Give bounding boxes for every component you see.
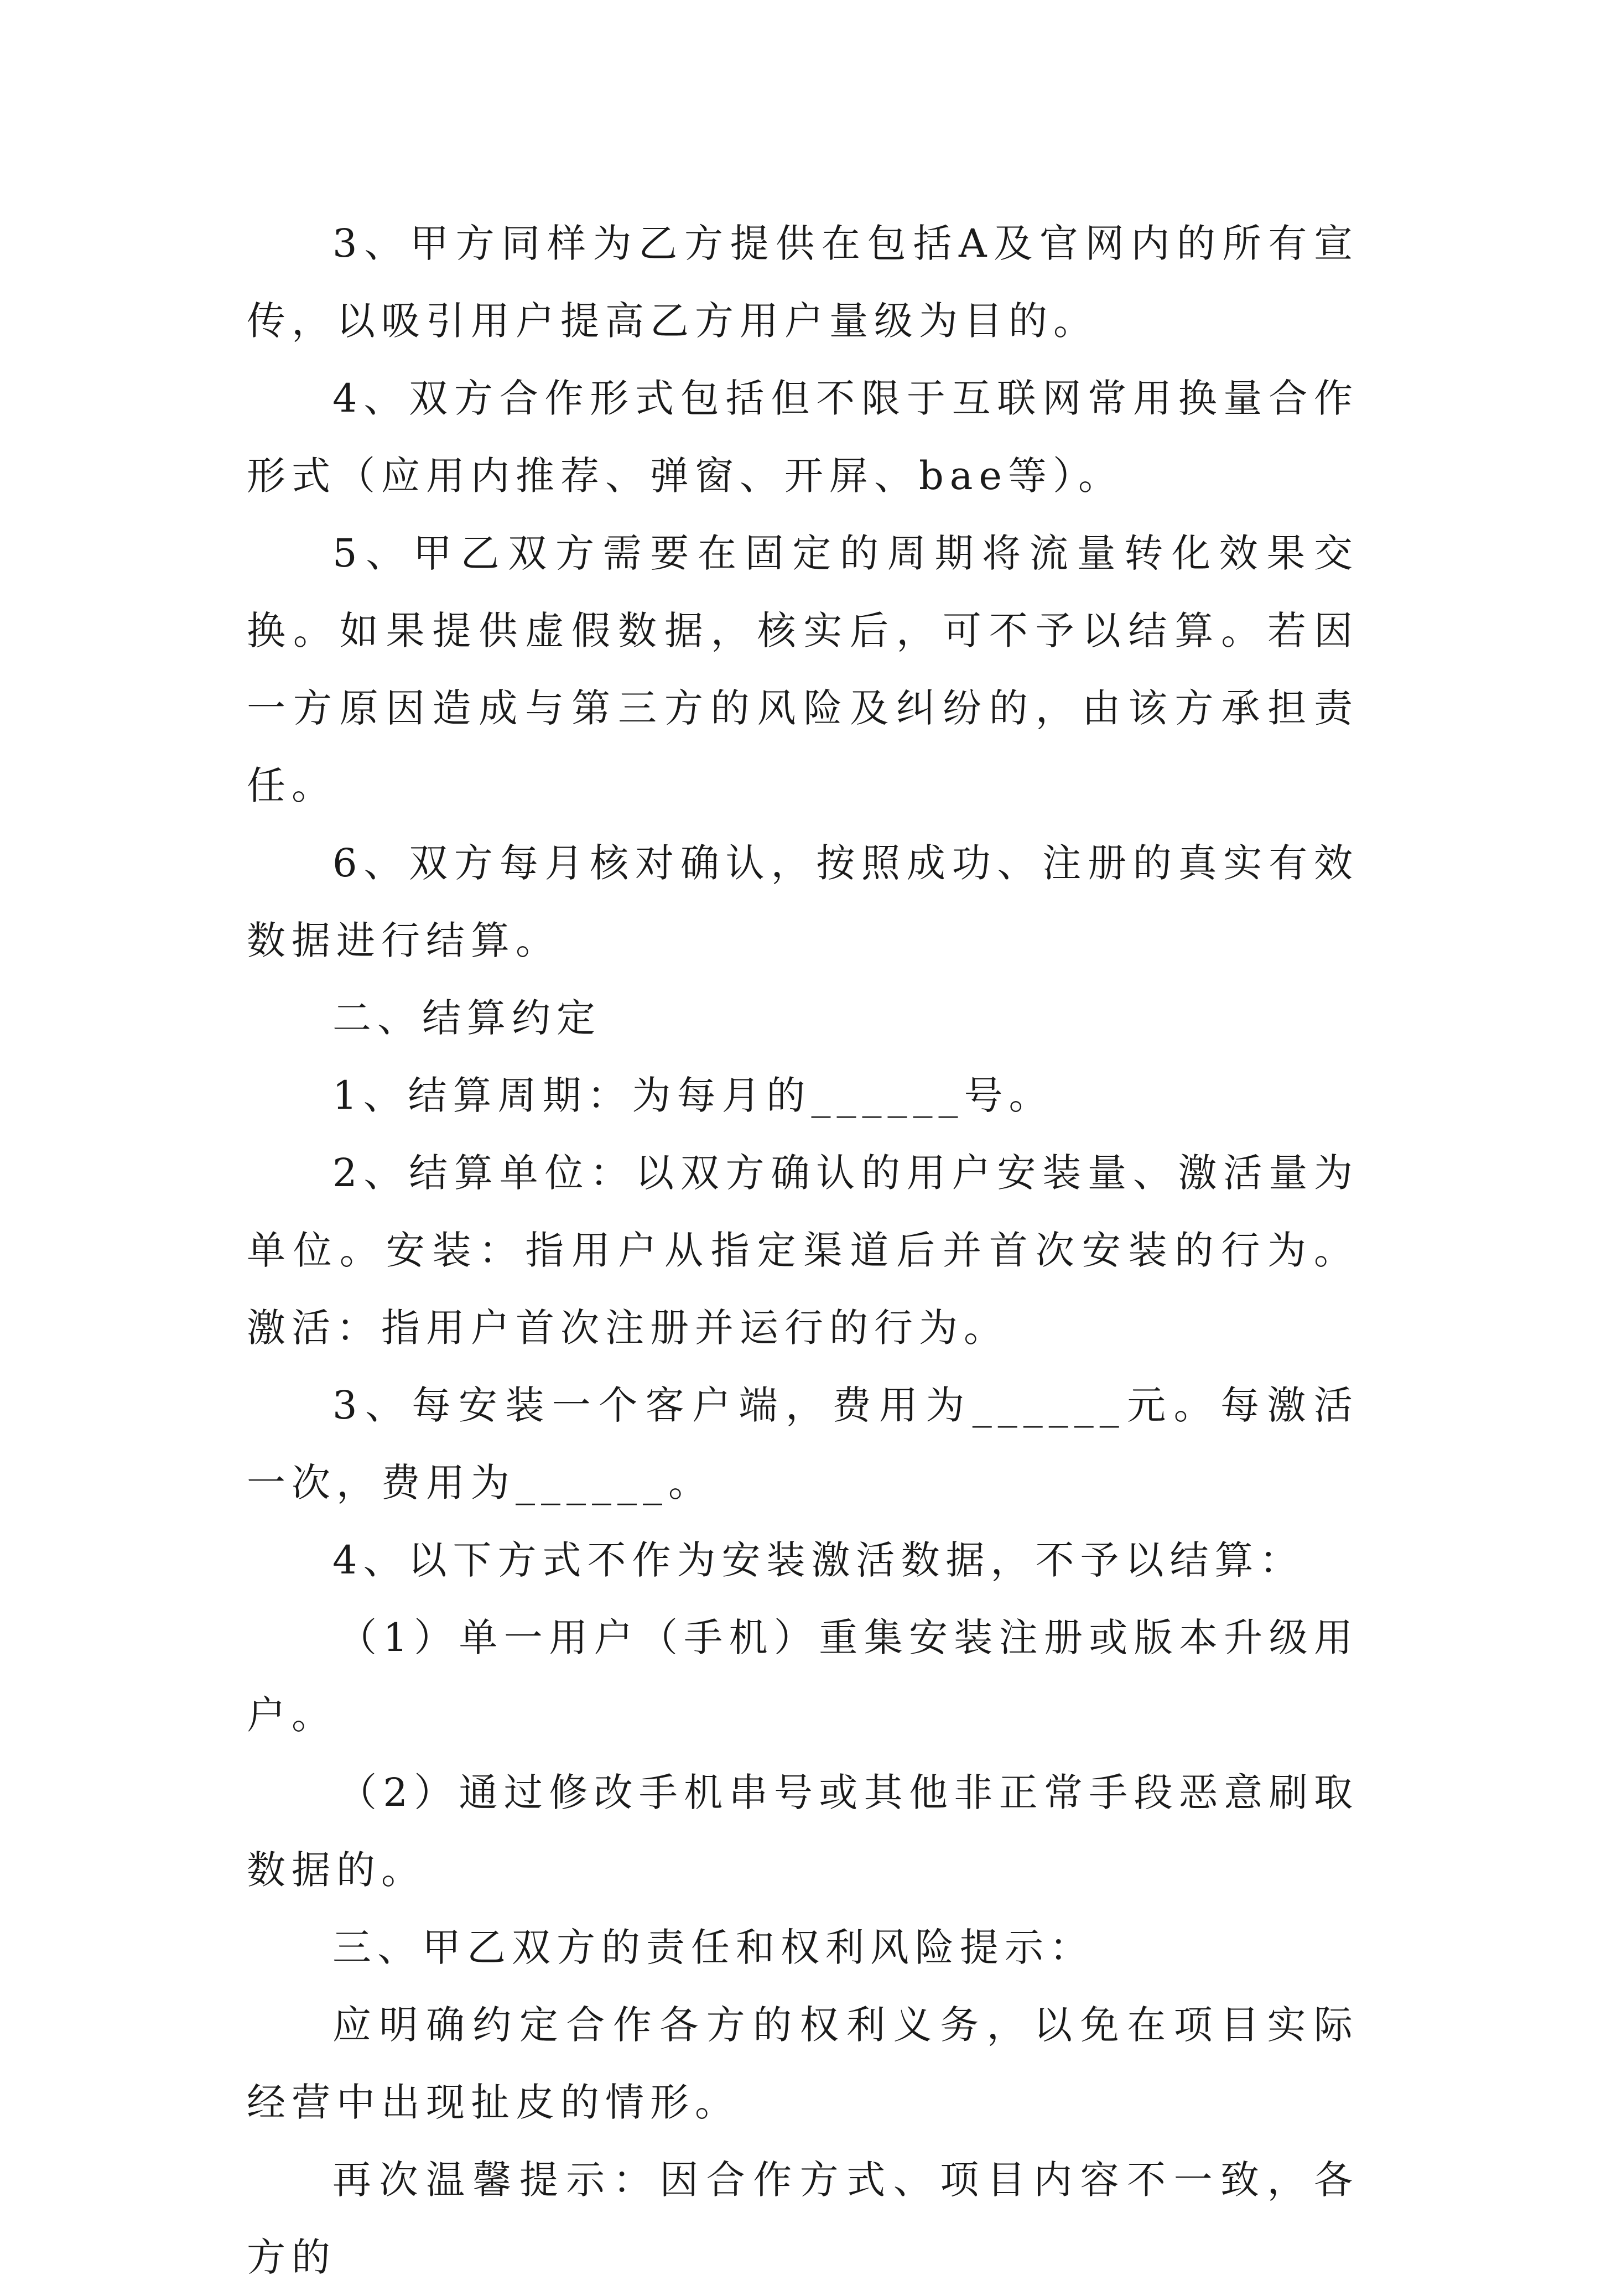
settlement-item-2: （2）通过修改手机串号或其他非正常手段恶意刷取数据的。 xyxy=(247,1770,1359,1893)
section-2-heading: 二、结算约定 xyxy=(332,995,601,1041)
rights-obligations-note: 应明确约定合作各方的权利义务，以免在项目实际经营中出现扯皮的情形。 xyxy=(247,2002,1359,2125)
settlement-clause-1: 1、结算周期：为每月的______号。 xyxy=(332,1073,1054,1118)
clause-6-monthly-check: 6、双方每月核对确认，按照成功、注册的真实有效数据进行结算。 xyxy=(247,840,1359,963)
section-3-heading: 三、甲乙双方的责任和权利风险提示： xyxy=(332,1925,1094,1970)
settlement-item-1: （1）单一用户（手机）重集安装注册或版本升级用户。 xyxy=(247,1615,1359,1738)
clause-5-data-exchange: 5、甲乙双方需要在固定的周期将流量转化效果交换。如果提供虚假数据，核实后，可不予以结算。若因一方原因造成与第三方的风险及纠纷的，由该方承担责任。 xyxy=(247,531,1359,808)
reminder-note: 再次温馨提示：因合作方式、项目内容不一致，各方的 xyxy=(247,2157,1359,2280)
clause-4-cooperation-form: 4、双方合作形式包括但不限于互联网常用换量合作形式（应用内推荐、弹窗、开屏、bae等）。 xyxy=(247,376,1359,498)
settlement-clause-3: 3、每安装一个客户端，费用为______元。每激活一次，费用为______。 xyxy=(247,1383,1359,1505)
clause-3-promotion: 3、甲方同样为乙方提供在包括A及官网内的所有宣传，以吸引用户提高乙方用户量级为目的。 xyxy=(247,221,1359,344)
settlement-clause-2: 2、结算单位：以双方确认的用户安装量、激活量为单位。安装：指用户从指定渠道后并首次安装的行为。激活：指用户首次注册并运行的行为。 xyxy=(247,1150,1359,1350)
settlement-clause-4: 4、以下方式不作为安装激活数据，不予以结算： xyxy=(332,1537,1304,1583)
document-body xyxy=(247,205,1359,2296)
